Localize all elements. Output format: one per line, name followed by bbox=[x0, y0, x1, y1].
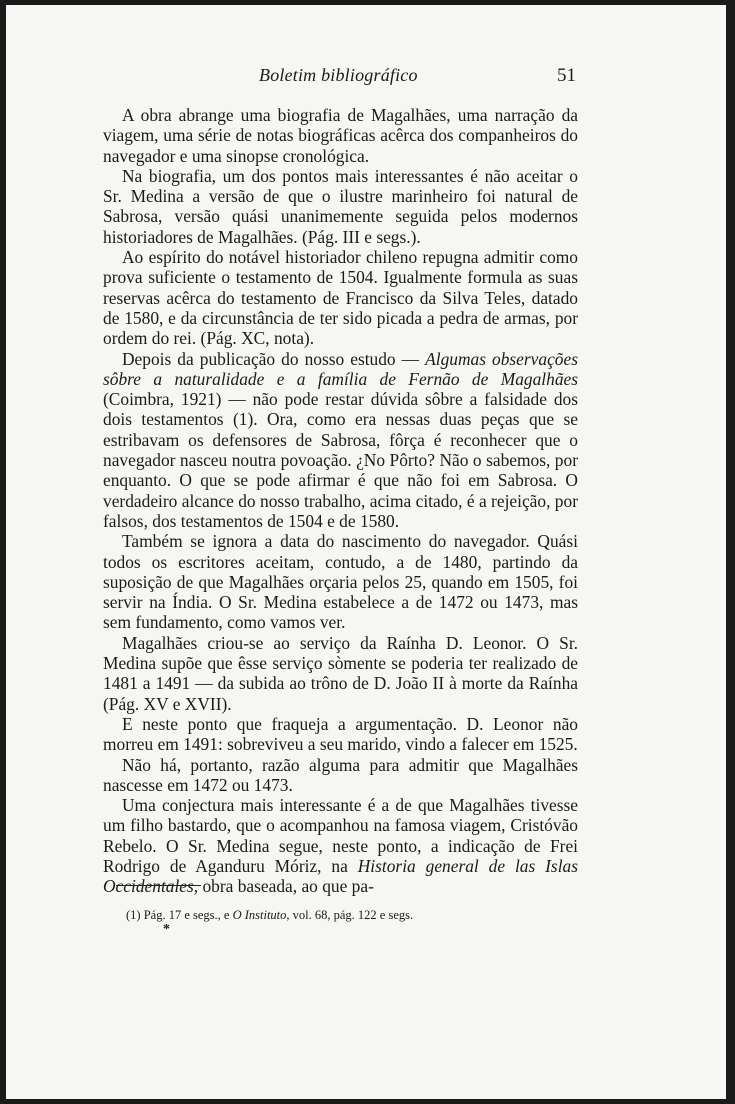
paragraph bbox=[103, 755, 578, 796]
page-number: 51 bbox=[557, 65, 576, 86]
paragraph bbox=[103, 349, 578, 532]
text-run: Uma conjectura mais interessante é a de que Magalhães tivesse um filho bastardo, que o acompanhou na famosa viagem, Cristóvão Rebelo. O Sr. Medina segue, neste ponto, a indicação de Frei Rodrigo de Aganduru Móriz, na bbox=[103, 795, 578, 876]
paragraph bbox=[103, 633, 578, 714]
text-run: (1) Pág. 17 e segs., e bbox=[126, 908, 233, 922]
footnote-rule bbox=[116, 885, 201, 886]
paragraph bbox=[103, 247, 578, 348]
text-run: , vol. 68, pág. 122 e segs. bbox=[286, 908, 414, 922]
text-run: Não há, portanto, razão alguma para admitir que Magalhães nascesse em 1472 ou 1473. bbox=[103, 754, 578, 795]
paragraph bbox=[103, 166, 578, 247]
text-run: Depois da publicação do nosso estudo — bbox=[122, 348, 426, 369]
book-page bbox=[6, 5, 726, 1099]
text-run: E neste ponto que fraqueja a argumentação. D. Leonor não morreu em 1491: sobreviveu a seu marido, vindo a falecer em 1525. bbox=[103, 713, 578, 755]
paragraph bbox=[103, 714, 578, 755]
footnote bbox=[126, 907, 413, 923]
italic-text: Historia general de las Islas Occidentales, bbox=[103, 855, 578, 897]
text-run: Na biografia, um dos pontos mais interessantes é não aceitar o Sr. Medina a versão de que o ilustre marinheiro foi natural de Sabrosa, versão quási unanimemente seguida pelos modernos historiadores de Magalhães. (Pág. III e segs.). bbox=[103, 165, 578, 247]
page-header bbox=[6, 65, 726, 93]
text-run: Também se ignora a data do nascimento do navegador. Quási todos os escritores aceitam, contudo, a de 1480, partindo da suposição de que Magalhães orçaria pelos 25, quando em 1505, foi servir na Índia. O Sr. Medina estabelece a de 1472 ou 1473, mas sem fundamento, como vamos ver. bbox=[103, 531, 578, 633]
text-run: (Coimbra, 1921) — não pode restar dúvida sôbre a falsidade dos dois testamentos (1). Ora, como era nessas duas peças que se estribavam os defensores de Sabrosa, fôrça é reconhecer que o navegador nasceu noutra povoação. ¿No Pôrto? Não o sabemos, por enquanto. O que se pode afirmar é que não foi em Sabrosa. O verdadeiro alcance do nosso trabalho, acima citado, é a rejeição, por falsos, dos testamentos de 1504 e de 1580. bbox=[103, 389, 578, 531]
italic-text: Algumas observações sôbre a naturalidade e a família de Fernão de Magalhães bbox=[103, 348, 578, 389]
text-run: obra baseada, ao que pa- bbox=[198, 876, 374, 897]
paragraph bbox=[103, 531, 578, 632]
running-title: Boletim bibliográfico bbox=[259, 65, 418, 85]
text-run: Ao espírito do notável historiador chileno repugna admitir como prova suficiente o testamento de 1504. Igualmente formula as suas reservas acêrca do testamento de Francisco da Silva Teles, datado de 1580, e da circunstância de ter sido picada a pedra de armas, por ordem do rei. (Pág. XC, nota). bbox=[103, 247, 578, 349]
body-text bbox=[103, 105, 578, 897]
text-run: Magalhães criou-se ao serviço da Raínha D. Leonor. O Sr. Medina supõe que êsse serviço sòmente se poderia ter realizado de 1481 a 1491 — da subida ao trôno de D. João II à morte da Raínha (Pág. XV e XVII). bbox=[103, 632, 578, 714]
asterisk-mark: * bbox=[163, 922, 170, 937]
text-run: A obra abrange uma biografia de Magalhães, uma narração da viagem, uma série de notas biográficas acêrca dos companheiros do navegador e uma sinopse cronológica. bbox=[103, 105, 578, 166]
paragraph bbox=[103, 105, 578, 166]
italic-text: O Instituto bbox=[232, 908, 287, 922]
paragraph bbox=[103, 795, 578, 896]
